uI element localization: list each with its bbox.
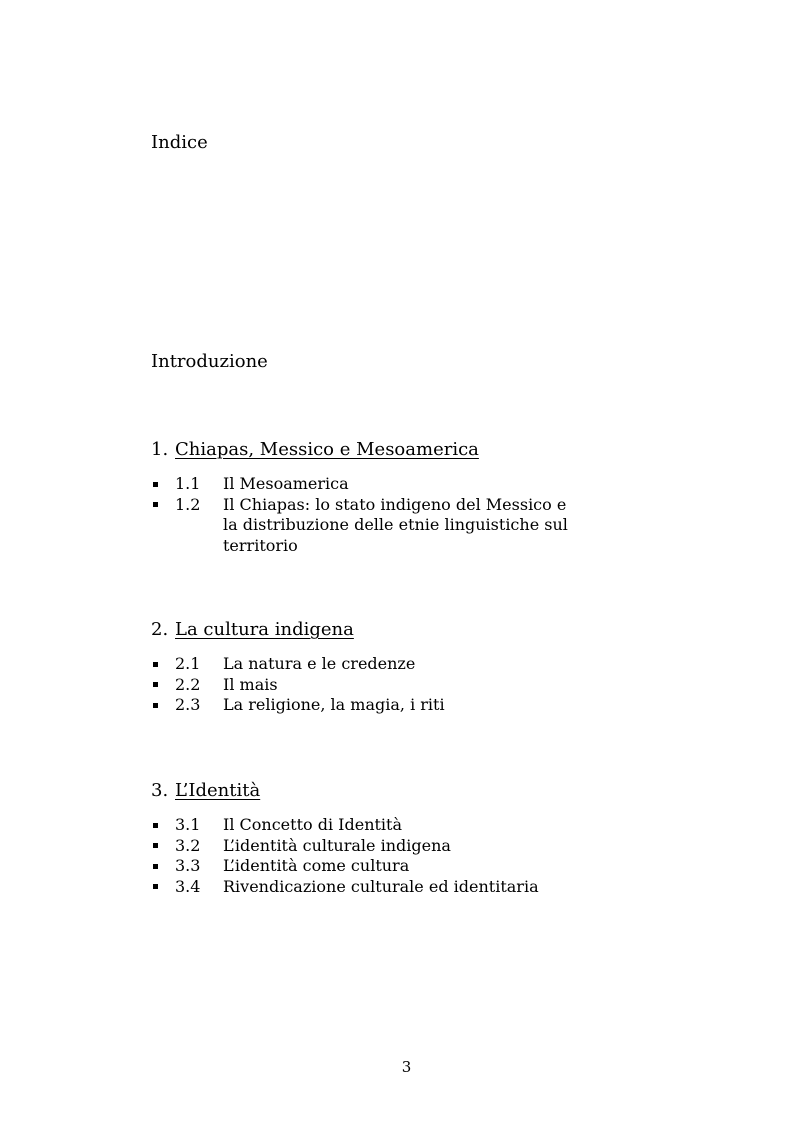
list-item: [151, 856, 539, 877]
section-number: 2.3: [175, 695, 201, 714]
section-number: 2.1: [175, 654, 201, 673]
chapter-title: La cultura indigena: [175, 619, 354, 640]
section-number: 3.2: [175, 835, 201, 855]
square-bullet-icon: [153, 884, 158, 889]
square-bullet-icon: [153, 662, 158, 667]
square-bullet-icon: [153, 482, 158, 487]
square-bullet-icon: [153, 703, 158, 708]
section-number: 2.2: [175, 674, 201, 694]
section-number: 1.1: [175, 474, 201, 493]
section-title-line: la distribuzione delle etnie linguistiche sul: [223, 515, 568, 534]
chapter-1-sections: [151, 474, 568, 556]
section-title: La natura e le credenze: [223, 654, 416, 673]
chapter-1-heading: [151, 438, 479, 462]
section-title: Il Concetto di Identità: [223, 815, 403, 834]
section-number: 3.1: [175, 815, 201, 834]
list-item: [151, 836, 539, 857]
chapter-number: 3.: [151, 780, 169, 801]
list-item: [151, 495, 568, 557]
list-item: [151, 654, 445, 675]
chapter-2-heading: [151, 618, 354, 642]
page-number: 3: [401, 1058, 412, 1076]
list-item: [151, 695, 445, 716]
section-number: 1.2: [175, 494, 201, 514]
list-item: [151, 815, 539, 836]
introduction-heading: Introduzione: [151, 351, 268, 372]
list-item: [151, 675, 445, 696]
section-title: L’identità come cultura: [223, 856, 410, 875]
chapter-title: L’Identità: [175, 780, 261, 801]
chapter-number: 2.: [151, 619, 169, 640]
section-title-line: Il Chiapas: lo stato indigeno del Messico e: [223, 494, 567, 514]
index-heading: Indice: [151, 132, 208, 153]
section-title: L’identità culturale indigena: [223, 835, 451, 855]
square-bullet-icon: [153, 864, 158, 869]
chapter-3-heading: [151, 779, 260, 803]
square-bullet-icon: [153, 682, 158, 687]
section-number: 3.3: [175, 856, 201, 875]
chapter-2-sections: [151, 654, 445, 716]
section-number: 3.4: [175, 876, 201, 896]
list-item: [151, 474, 568, 495]
chapter-title: Chiapas, Messico e Mesoamerica: [175, 439, 479, 460]
square-bullet-icon: [153, 823, 158, 828]
section-title: Il Mesoamerica: [223, 474, 349, 493]
section-title: [223, 495, 568, 557]
chapter-3-sections: [151, 815, 539, 897]
square-bullet-icon: [153, 502, 158, 507]
section-title-line: territorio: [223, 535, 298, 555]
section-title: Il mais: [223, 674, 278, 694]
chapter-number: 1.: [151, 439, 169, 460]
square-bullet-icon: [153, 843, 158, 848]
section-title: La religione, la magia, i riti: [223, 695, 445, 714]
list-item: [151, 877, 539, 898]
section-title: Rivendicazione culturale ed identitaria: [223, 876, 539, 896]
